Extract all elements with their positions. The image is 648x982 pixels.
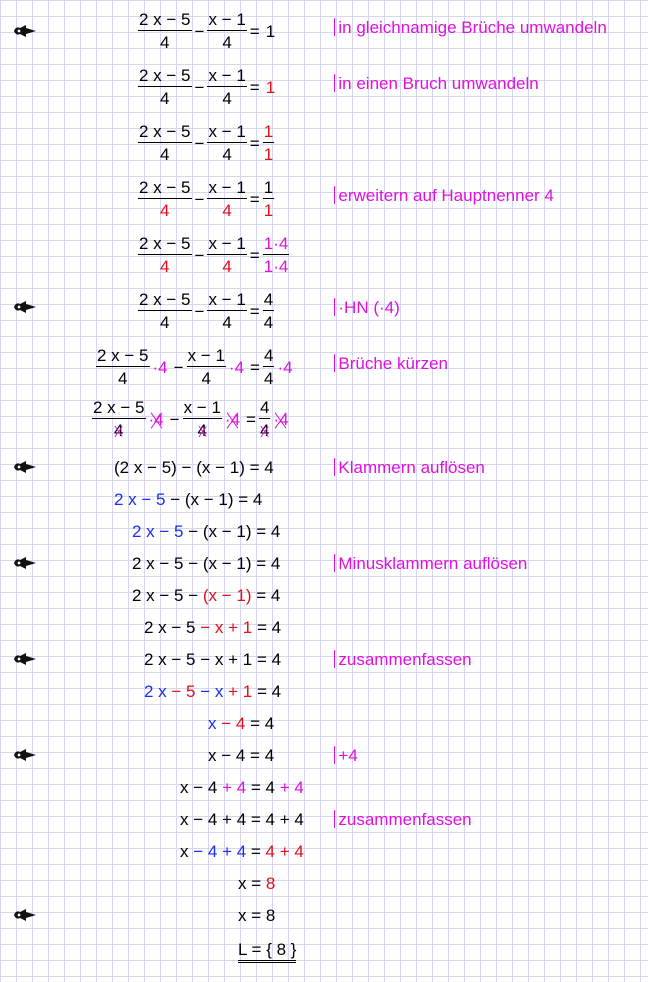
solution-set: L = { 8 } (238, 940, 296, 960)
step-arrow-icon (12, 554, 38, 572)
equation-row-12: 2 x − 5 − (x − 1) = 4 (132, 554, 281, 573)
equation-row-11: 2 x − 5 − (x − 1) = 4 (132, 522, 281, 541)
step-comment: Brüche kürzen (334, 354, 448, 374)
step-arrow-icon (12, 22, 38, 40)
step-comment: in gleichnamige Brüche umwandeln (334, 18, 607, 38)
step-comment: +4 (334, 746, 358, 766)
equation-row-2: $\frac{2 x - 5}{4}$ − $\frac{x - 1}{4}$ = 1 (139, 66, 276, 108)
equation-row-3: $\frac{2 x - 5}{4}$ − $\frac{x - 1}{4}$ = $\frac{1}{1}$ (139, 122, 274, 164)
equation-row-10: 2 x − 5 − (x − 1) = 4 (114, 490, 263, 509)
step-arrow-icon (12, 458, 38, 476)
step-arrow-icon (12, 650, 38, 668)
equation-row-22: x = 8 (238, 874, 276, 893)
step-comment: erweitern auf Hauptnenner 4 (334, 186, 554, 206)
equation-row-16: 2 x − 5 − x + 1 = 4 (144, 682, 282, 701)
equation-row-15: 2 x − 5 − x + 1 = 4 (144, 650, 282, 669)
equation-row-17: x − 4 = 4 (208, 714, 275, 733)
step-arrow-icon (12, 906, 38, 924)
step-comment: Minusklammern auflösen (334, 554, 527, 574)
equation-row-21: x − 4 + 4 = 4 + 4 (180, 842, 304, 861)
step-comment: in einen Bruch umwandeln (334, 74, 539, 94)
equation-row-23: x = 8 (238, 906, 276, 925)
equation-row-9: (2 x − 5) − (x − 1) = 4 (114, 458, 274, 477)
step-arrow-icon (12, 746, 38, 764)
step-comment: zusammenfassen (334, 810, 472, 830)
step-comment: zusammenfassen (334, 650, 472, 670)
equation-row-14: 2 x − 5 − x + 1 = 4 (144, 618, 282, 637)
step-comment: Klammern auflösen (334, 458, 485, 478)
equation-row-1: $\frac{2 x - 5}{4}$ − $\frac{x - 1}{4}$ = 1 (139, 10, 276, 52)
equation-row-7: $\frac{2 x - 5}{4}$ ·4 − $\frac{x - 1}{4}$ ·4 = $\frac{4}{4}$ ·4 (97, 346, 293, 388)
equation-row-6: $\frac{2 x - 5}{4}$ − $\frac{x - 1}{4}$ = $\frac{4}{4}$ (139, 290, 274, 332)
step-comment: ·HN (·4) (334, 298, 400, 318)
equation-row-19: x − 4 + 4 = 4 + 4 (180, 778, 304, 797)
step-arrow-icon (12, 298, 38, 316)
equation-row-8: $\frac{2 x - 5}{4}$ ·4 − $\frac{x - 1}{4}$ ·4 = $\frac{4}{4}$ ·4 (93, 398, 289, 440)
equation-row-5: $\frac{2 x - 5}{4}$ − $\frac{x - 1}{4}$ = $\frac{1\cdot 4}{1\cdot 4}$ (139, 234, 289, 276)
equation-row-13: 2 x − 5 − (x − 1) = 4 (132, 586, 281, 605)
equation-row-4: $\frac{2 x - 5}{4}$ − $\frac{x - 1}{4}$ = $\frac{1}{1}$ (139, 178, 274, 220)
equation-row-18: x − 4 = 4 (208, 746, 275, 765)
equation-row-20: x − 4 + 4 = 4 + 4 (180, 810, 304, 829)
